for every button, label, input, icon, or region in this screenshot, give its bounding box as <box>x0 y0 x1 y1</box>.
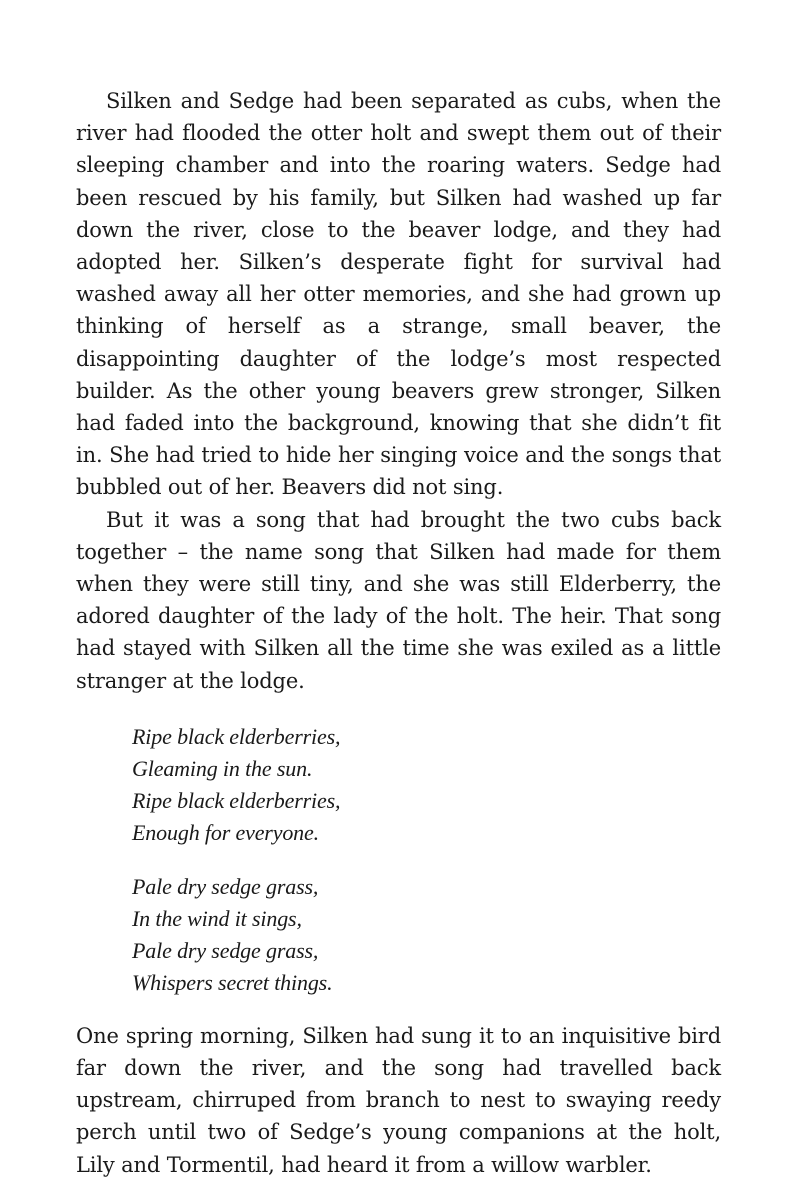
poem-line: Pale dry sedge grass, <box>132 937 319 963</box>
poem-line: Pale dry sedge grass, <box>132 873 319 899</box>
poem-line: Enough for everyone. <box>132 819 319 845</box>
poem-stanza-2 <box>76 871 721 999</box>
paragraph-1: Silken and Sedge had been separated as cubs, when the river had flooded the otter holt and swept them out of their sleeping chamber and into the roaring waters. Sedge had been rescued by his family, but Silken had washed up far down the river, close to the beaver lodge, and they had adopted her. Silken’s desperate fight for survival had washed away all her otter memories, and she had grown up thinking of herself as a strange, small beaver, the disappointing daughter of the lodge’s most respected builder. As the other young beavers grew stronger, Silken had faded into the background, knowing that she didn’t fit in. She had tried to hide her singing voice and the songs that bubbled out of her. Beavers did not sing. <box>76 89 721 500</box>
poem-line: Whispers secret things. <box>132 969 333 995</box>
poem-line: In the wind it sings, <box>132 905 302 931</box>
poem-line: Gleaming in the sun. <box>132 755 313 781</box>
book-page <box>76 85 721 1181</box>
poem-line: Ripe black elderberries, <box>132 787 341 813</box>
poem-line: Ripe black elderberries, <box>132 723 341 749</box>
paragraph-2: But it was a song that had brought the two cubs back together – the name song that Silken had made for them when they were still tiny, and she was still Elderberry, the adored daughter of the lady of the holt. The heir. That song had stayed with Silken all the time she was exiled as a little stranger at the lodge. <box>76 507 721 693</box>
poem-stanza-1 <box>76 721 721 849</box>
paragraph-3: One spring morning, Silken had sung it to an inquisitive bird far down the river, and the song had travelled back upstream, chirruped from branch to nest to swaying reedy perch until two of Sedge’s young companions at the holt, Lily and Tormentil, had heard it from a willow warbler. <box>76 1023 721 1177</box>
